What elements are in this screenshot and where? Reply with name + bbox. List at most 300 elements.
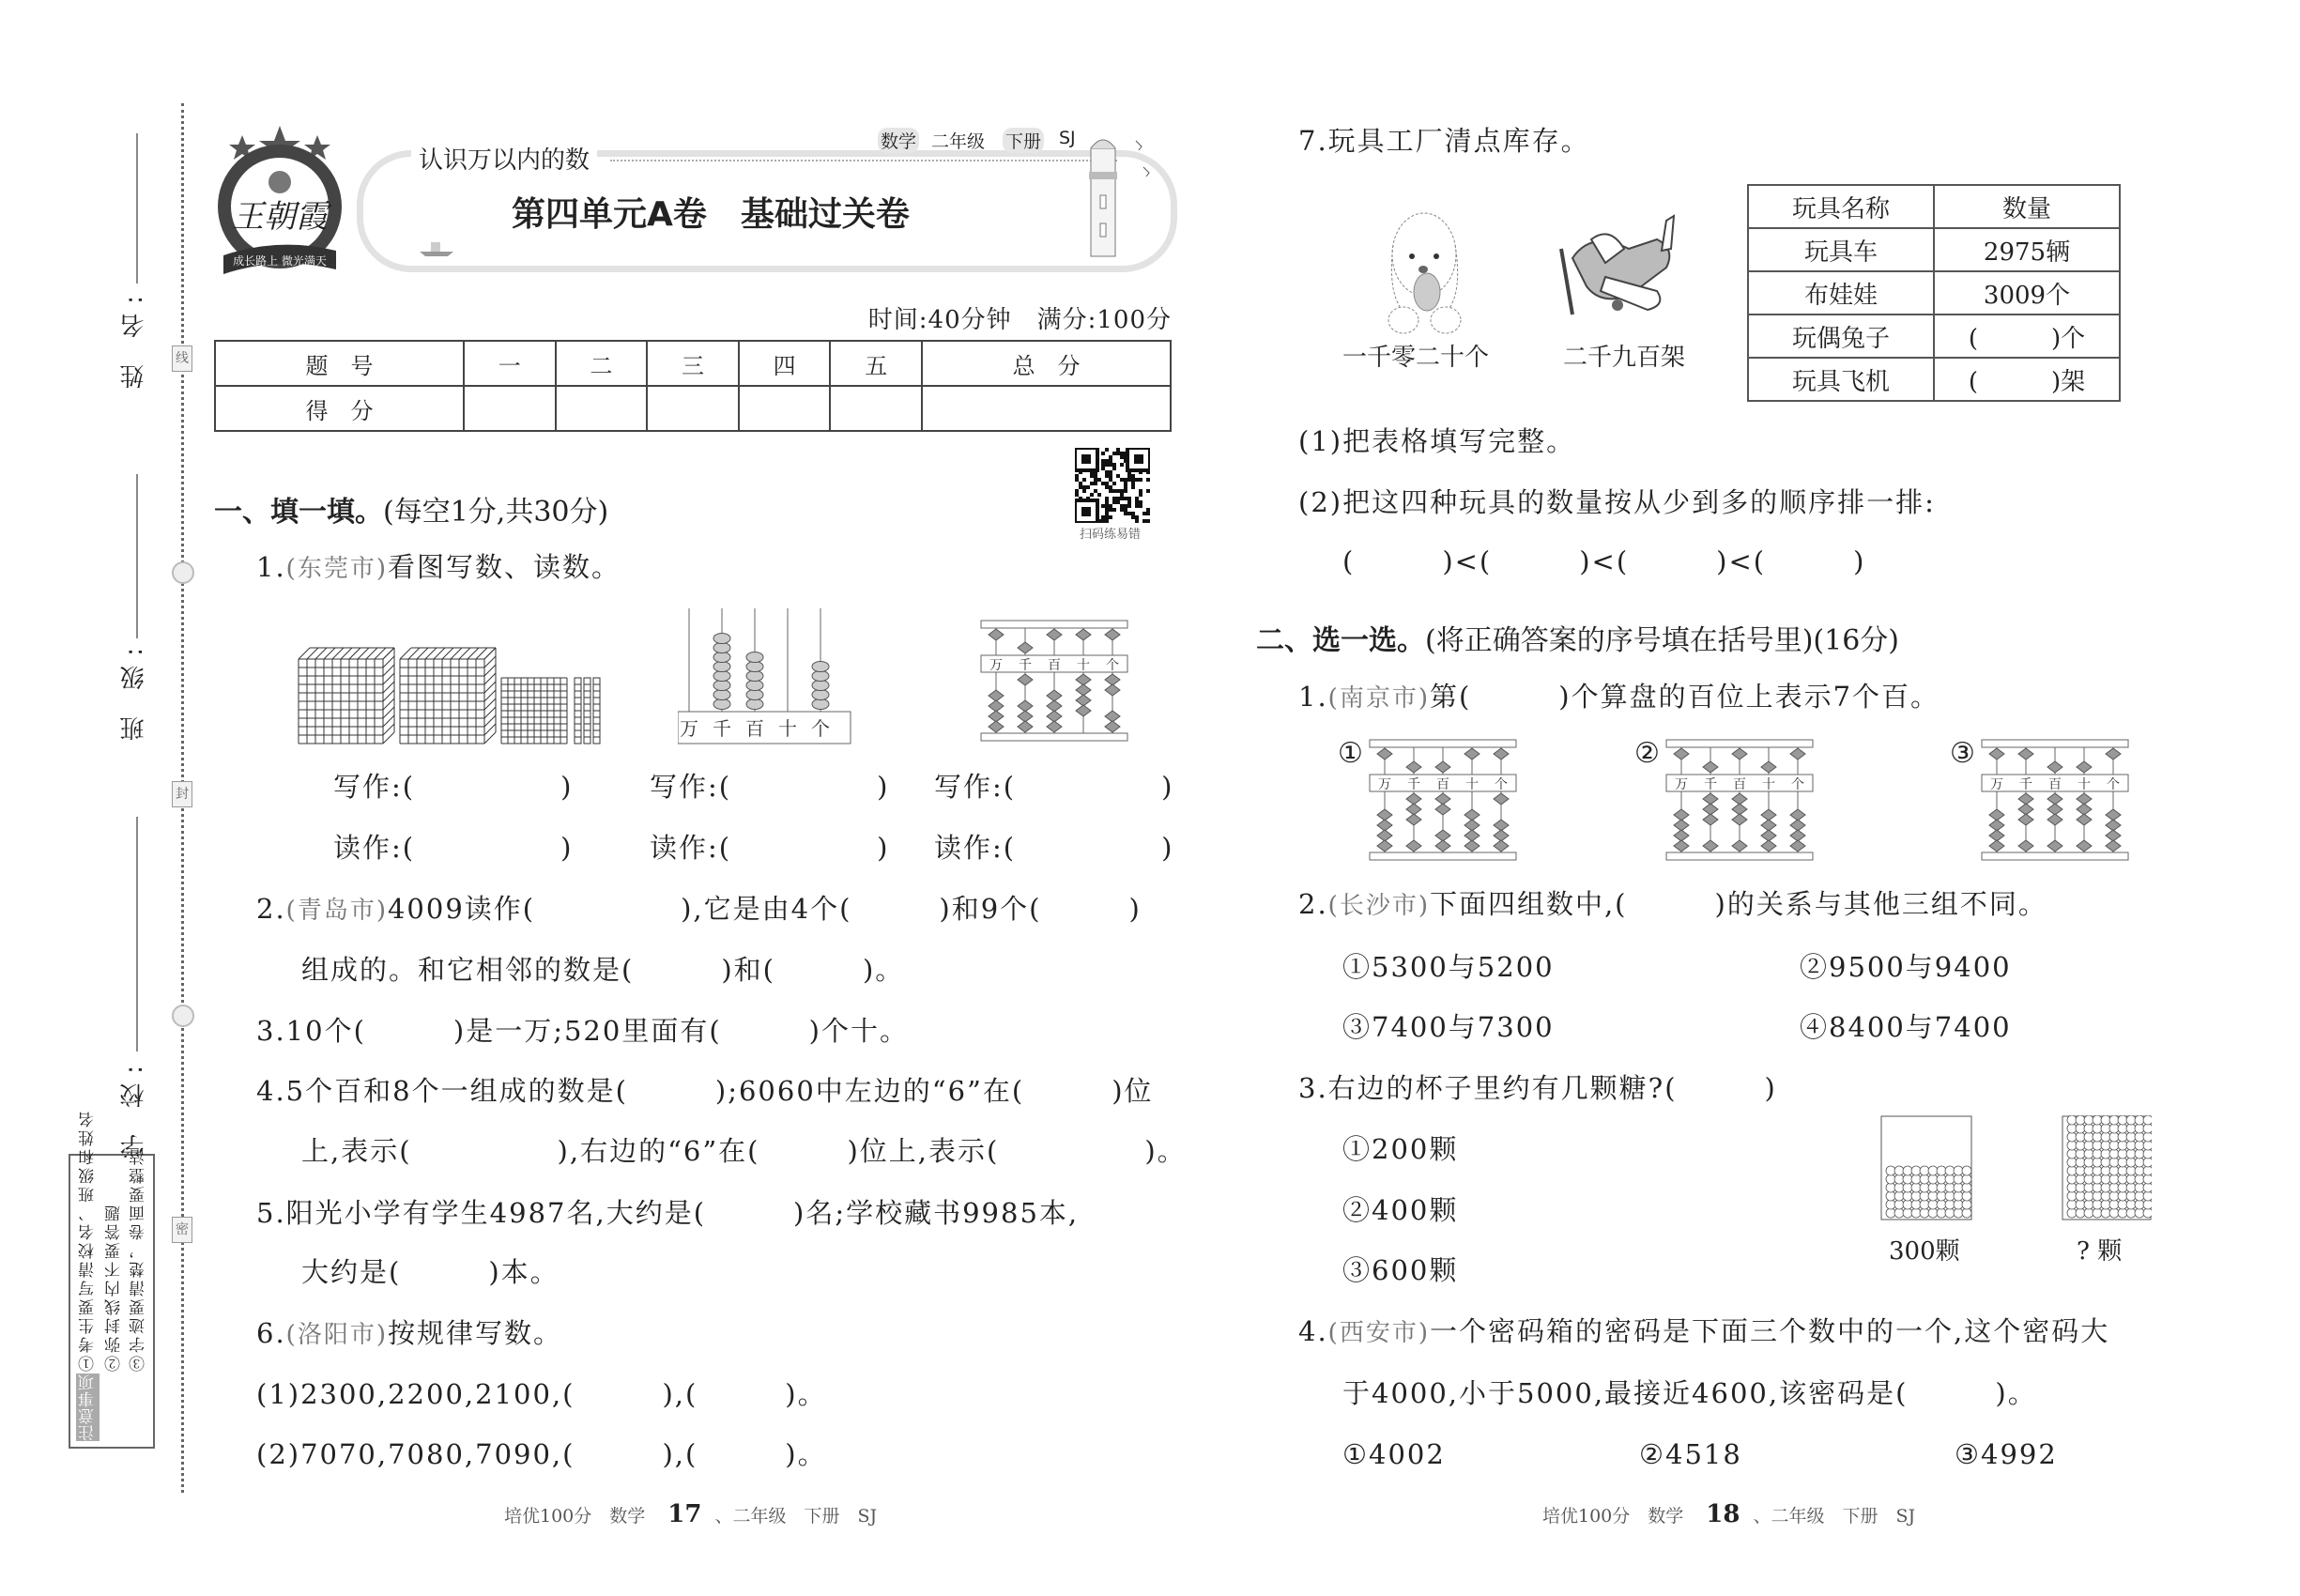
question-number: 3.	[256, 1015, 286, 1047]
candy	[1903, 1183, 1912, 1192]
question-7-part-1: (1)把表格填写完整。	[1298, 425, 1576, 457]
candy	[2101, 1132, 2110, 1142]
candy	[2101, 1191, 2110, 1201]
candy	[2084, 1124, 2093, 1133]
answer-read-3[interactable]: 读作:( )	[934, 832, 1174, 864]
qr-module	[1146, 508, 1150, 512]
abacus-bead	[1790, 820, 1805, 831]
answer-read-1[interactable]: 读作:( )	[333, 832, 574, 864]
question-number: 2.	[1298, 888, 1328, 920]
candy	[2101, 1200, 2110, 1209]
answer-write-3[interactable]: 写作:( )	[934, 771, 1174, 803]
qr-finder	[1081, 454, 1091, 464]
place-label: 十	[778, 717, 797, 740]
name-label: 姓 名:	[120, 286, 148, 390]
abacus-bead	[1989, 830, 2004, 841]
question-source: (长沙市)	[1327, 892, 1430, 920]
abacus-bead	[1406, 761, 1421, 773]
score-cell[interactable]	[647, 386, 739, 431]
abacus-bead	[1047, 690, 1062, 701]
place-label: 十	[2078, 777, 2091, 792]
candy	[1894, 1208, 1904, 1218]
qr-module	[1109, 455, 1112, 459]
abacus-bead	[1105, 629, 1120, 640]
question-text: 右边的杯子里约有几颗糖?( )	[1327, 1072, 1777, 1104]
question-source: (西安市)	[1327, 1319, 1430, 1347]
abacus-bead	[2018, 748, 2033, 760]
abacus-bead	[1105, 711, 1120, 722]
abacus-bead	[746, 690, 763, 700]
candy	[1903, 1200, 1912, 1209]
candy	[2084, 1158, 2093, 1167]
notes-box	[69, 1109, 155, 1449]
candy	[2093, 1183, 2102, 1192]
candy	[1928, 1200, 1938, 1209]
abacus-bead	[1790, 840, 1805, 852]
candy	[2076, 1166, 2085, 1175]
abacus-bead	[1047, 700, 1062, 712]
suanpan-abacus-figure	[1980, 739, 2130, 861]
abacus-bead	[1105, 684, 1120, 696]
order-answer-blanks[interactable]: ( )<( )<( )<( )	[1342, 545, 1866, 577]
seal-mark-secret: 密	[172, 1217, 192, 1243]
footer-left	[504, 1500, 877, 1528]
qr-module	[1090, 493, 1094, 497]
svg-text:王朝霞: 王朝霞	[232, 198, 328, 236]
abacus-bead	[713, 643, 730, 653]
score-table-score-row	[215, 386, 1171, 431]
bunny-toy-image	[1380, 207, 1469, 335]
qr-module	[1135, 515, 1139, 519]
svg-text:成长路上 微光满天: 成长路上 微光满天	[233, 254, 327, 268]
school-field[interactable]	[136, 817, 138, 1051]
qr-module	[1120, 478, 1124, 482]
abacus-bead	[713, 652, 730, 663]
abacus-bead	[1674, 820, 1689, 831]
candy	[2109, 1124, 2119, 1133]
option[interactable]: ③600颗	[1342, 1254, 1459, 1286]
question-text: 玩具工厂清点库存。	[1327, 125, 1590, 157]
qr-module	[1127, 512, 1131, 515]
banner-dotted-rule	[610, 160, 1117, 161]
candy	[2126, 1208, 2136, 1218]
candy	[2101, 1124, 2110, 1133]
qr-module	[1105, 482, 1109, 485]
abacus-bead	[1989, 840, 2004, 852]
qr-module	[1131, 478, 1135, 482]
candy	[1920, 1191, 1929, 1201]
score-cell[interactable]	[464, 386, 556, 431]
abacus-bead	[2106, 748, 2121, 760]
abacus-bead	[1076, 705, 1091, 716]
suanpan-abacus-figure	[1368, 739, 1518, 861]
question-number: 6.	[256, 1317, 286, 1349]
qr-module	[1101, 482, 1105, 485]
question-2	[256, 892, 1142, 928]
answer-write-1[interactable]: 写作:( )	[333, 771, 574, 803]
qr-module	[1109, 470, 1112, 474]
candy	[2076, 1208, 2085, 1218]
candy	[1937, 1208, 1946, 1218]
qr-module	[1139, 489, 1142, 493]
ten-rod	[584, 678, 590, 744]
toy-table-header-row	[1748, 185, 2120, 228]
candy	[1920, 1200, 1929, 1209]
option[interactable]: ③4992	[1955, 1438, 2058, 1470]
qr-module	[1127, 497, 1131, 500]
abacus-bead	[1377, 820, 1392, 831]
candy	[2126, 1174, 2136, 1184]
abacus-bead	[812, 671, 829, 682]
toy-quantity-blank[interactable]: ( )个	[1934, 315, 2120, 358]
qr-module	[1094, 478, 1097, 482]
qr-module	[1116, 474, 1120, 478]
score-header-cell: 二	[556, 341, 648, 386]
place-label: 个	[2107, 777, 2120, 792]
thousand-cube	[400, 648, 496, 744]
qr-module	[1101, 467, 1105, 470]
candy	[2084, 1115, 2093, 1125]
abacus-bead	[1790, 809, 1805, 821]
class-field[interactable]	[136, 474, 138, 638]
candy	[2101, 1158, 2110, 1167]
candy	[2101, 1174, 2110, 1184]
candy	[1928, 1166, 1938, 1175]
candy	[1903, 1166, 1912, 1175]
qr-module	[1075, 478, 1079, 482]
airplane-caption: 二千九百架	[1563, 344, 1686, 372]
candy	[1954, 1200, 1963, 1209]
qr-module	[1135, 504, 1139, 508]
abacus-bead	[1674, 809, 1689, 821]
qr-module	[1131, 515, 1135, 519]
qr-module	[1109, 459, 1112, 463]
qr-module	[1101, 504, 1105, 508]
candy	[2135, 1158, 2144, 1167]
abacus-bead	[746, 652, 763, 663]
abacus-bead	[1732, 840, 1747, 852]
score-header-cell: 五	[830, 341, 922, 386]
candy	[1962, 1174, 1971, 1184]
cup-label-300: 300颗	[1889, 1237, 1960, 1266]
candy	[2109, 1174, 2119, 1184]
abacus-bottom-bar	[1982, 852, 2128, 860]
abacus-bead	[746, 671, 763, 682]
candy	[2093, 1166, 2102, 1175]
candy	[2084, 1141, 2093, 1150]
option[interactable]: ①200颗	[1342, 1133, 1459, 1165]
abacus-top-bar	[1982, 740, 2128, 747]
option[interactable]: ①4002	[1342, 1438, 1446, 1470]
answer-read-2[interactable]: 读作:( )	[650, 832, 890, 864]
notes-title: 注意事项	[76, 1373, 100, 1441]
qr-module	[1131, 474, 1135, 478]
candy	[2076, 1183, 2085, 1192]
candy	[2067, 1132, 2077, 1142]
candy	[2109, 1115, 2119, 1125]
candy	[1894, 1166, 1904, 1175]
abacus-bead	[1435, 761, 1450, 773]
candy	[1928, 1208, 1938, 1218]
candy	[2093, 1191, 2102, 1201]
abacus-bead	[1076, 629, 1091, 640]
candy	[2118, 1149, 2127, 1159]
place-label: 十	[1077, 658, 1090, 673]
candy	[2126, 1200, 2136, 1209]
place-label: 千	[713, 717, 731, 740]
score-cell[interactable]	[556, 386, 648, 431]
candy	[2135, 1208, 2144, 1218]
abacus-bottom-bar	[1370, 852, 1516, 860]
candy	[2076, 1141, 2085, 1150]
footer-text: 培优100分 数学	[504, 1506, 646, 1527]
place-label: 千	[2019, 777, 2032, 792]
qr-module	[1124, 489, 1127, 493]
abacus-bead	[1761, 830, 1776, 841]
qr-module	[1124, 512, 1127, 515]
qr-module	[1105, 474, 1109, 478]
place-label: 百	[2048, 777, 2062, 792]
cup-label-unknown: ? 颗	[2077, 1237, 2123, 1266]
qr-module	[1082, 489, 1086, 493]
score-table	[214, 340, 1172, 432]
qr-module	[1146, 519, 1150, 523]
abacus-bead	[1732, 748, 1747, 760]
abacus-bead	[1703, 761, 1718, 773]
abacus-bead	[2106, 830, 2121, 841]
rod-abacus-figure	[678, 608, 856, 744]
abacus-bead	[2047, 804, 2062, 815]
candy	[2135, 1132, 2144, 1142]
abacus-bead	[1377, 748, 1392, 760]
qr-module	[1105, 470, 1109, 474]
qr-module	[1109, 504, 1112, 508]
candy	[1920, 1183, 1929, 1192]
qr-module	[1109, 463, 1112, 467]
option[interactable]: ②400颗	[1342, 1194, 1459, 1226]
qr-code-icon[interactable]	[1075, 448, 1150, 523]
option[interactable]: ②9500与9400	[1800, 951, 2012, 983]
candy	[2143, 1141, 2152, 1150]
place-label: 万	[989, 658, 1003, 673]
meta-subject: 数学	[878, 128, 919, 153]
qr-module	[1105, 512, 1109, 515]
table-row	[1748, 271, 2120, 315]
question-source: (青岛市)	[285, 897, 388, 925]
qr-module	[1124, 497, 1127, 500]
abacus-bead	[2077, 793, 2092, 805]
qr-module	[1120, 463, 1124, 467]
question-6-part-1: (1)2300,2200,2100,( ),( )。	[256, 1378, 827, 1410]
candy	[2101, 1183, 2110, 1192]
abacus-bead	[2077, 814, 2092, 825]
abacus-bead	[1435, 804, 1450, 815]
qr-module	[1109, 489, 1112, 493]
qr-module	[1120, 504, 1124, 508]
candy	[2101, 1208, 2110, 1218]
qr-module	[1112, 463, 1116, 467]
qr-module	[1112, 500, 1116, 504]
qr-module	[1139, 504, 1142, 508]
qr-module	[1120, 489, 1124, 493]
abacus-bead	[1076, 695, 1091, 706]
table-row	[1748, 315, 2120, 358]
section-2-title: 二、选一选。	[1256, 624, 1425, 657]
candy	[1962, 1208, 1971, 1218]
candy	[1928, 1191, 1938, 1201]
abacus-bead	[1018, 700, 1033, 712]
option-label: ③	[1950, 737, 1975, 770]
candy	[1945, 1208, 1955, 1218]
question-text: 4009读作( ),它是由4个( )和9个( )	[387, 893, 1142, 925]
candy	[1962, 1166, 1971, 1175]
question-text: 阳光小学有学生4987名,大约是( )名;学校藏书9985本,	[285, 1197, 1080, 1229]
candy	[2067, 1166, 2077, 1175]
mc-question-1	[1298, 680, 1940, 715]
qr-module	[1105, 459, 1109, 463]
candy	[2118, 1191, 2127, 1201]
candy	[1911, 1191, 1921, 1201]
section-2-heading	[1256, 617, 1899, 658]
option[interactable]: ①5300与5200	[1342, 951, 1555, 983]
candy	[1903, 1208, 1912, 1218]
abacus-bead	[1732, 814, 1747, 825]
abacus-bead	[2018, 840, 2033, 852]
qr-module	[1135, 478, 1139, 482]
candy	[2093, 1158, 2102, 1167]
abacus-bead	[2047, 793, 2062, 805]
qr-module	[1112, 497, 1116, 500]
abacus-bead	[2018, 804, 2033, 815]
candy	[2118, 1132, 2127, 1142]
abacus-bead	[1406, 793, 1421, 805]
candy	[2135, 1166, 2144, 1175]
abacus-bead	[989, 700, 1004, 712]
abacus-bead	[989, 711, 1004, 722]
score-header-cell: 四	[739, 341, 831, 386]
candy	[2135, 1200, 2144, 1209]
qr-module	[1105, 519, 1109, 523]
abacus-bead	[746, 681, 763, 691]
score-cell[interactable]	[739, 386, 831, 431]
mc-question-3	[1298, 1071, 1777, 1105]
abacus-bead	[1076, 684, 1091, 696]
option-label: ①	[1338, 737, 1363, 770]
page-title: 第四单元A卷 基础过关卷	[512, 195, 910, 234]
candy	[1945, 1183, 1955, 1192]
place-label: 十	[1762, 777, 1775, 792]
qr-module	[1139, 500, 1142, 504]
qr-module	[1105, 515, 1109, 519]
qr-module	[1135, 497, 1139, 500]
toy-inventory-table	[1747, 184, 2121, 402]
qr-module	[1075, 493, 1079, 497]
toy-table-header-quantity: 数量	[1934, 185, 2120, 228]
abacus-bead	[1989, 748, 2004, 760]
abacus-bead	[713, 662, 730, 672]
footer-text: 培优100分 数学	[1542, 1506, 1684, 1527]
candy	[2143, 1166, 2152, 1175]
place-label: 个	[1791, 777, 1804, 792]
score-cell[interactable]	[922, 386, 1171, 431]
note-item: ②弥封线内不要答题	[105, 1203, 124, 1372]
toy-name: 布娃娃	[1748, 271, 1934, 315]
qr-module	[1116, 448, 1120, 452]
candy	[2143, 1208, 2152, 1218]
qr-module	[1079, 482, 1082, 485]
abacus-bead	[2018, 793, 2033, 805]
qr-module	[1112, 467, 1116, 470]
candy	[2101, 1141, 2110, 1150]
qr-module	[1124, 485, 1127, 489]
suanpan-abacus-figure	[979, 620, 1129, 742]
qr-module	[1109, 474, 1112, 478]
abacus-bead	[1703, 804, 1718, 815]
qr-module	[1101, 459, 1105, 463]
score-cell[interactable]	[830, 386, 922, 431]
candy	[2076, 1124, 2085, 1133]
candy	[1937, 1200, 1946, 1209]
abacus-bead	[746, 662, 763, 672]
abacus-bead	[989, 629, 1004, 640]
qr-module	[1127, 478, 1131, 482]
bunny-caption: 一千零二十个	[1342, 344, 1490, 372]
candy	[2084, 1200, 2093, 1209]
toy-quantity-blank[interactable]: ( )架	[1934, 358, 2120, 401]
name-field[interactable]	[136, 133, 138, 284]
option[interactable]: ④8400与7400	[1800, 1011, 2012, 1043]
candy	[2126, 1141, 2136, 1150]
candy-cup-full-image	[2062, 1115, 2152, 1220]
qr-module	[1116, 497, 1120, 500]
toy-quantity: 2975辆	[1934, 228, 2120, 271]
candy	[2067, 1158, 2077, 1167]
candy	[2143, 1191, 2152, 1201]
abacus-bead	[1076, 674, 1091, 685]
candy	[2135, 1115, 2144, 1125]
candy	[2135, 1124, 2144, 1133]
abacus-bottom-bar	[1666, 852, 1813, 860]
question-number: 4.	[1298, 1315, 1328, 1347]
toy-name: 玩具车	[1748, 228, 1934, 271]
candy	[1937, 1191, 1946, 1201]
qr-module	[1127, 474, 1131, 478]
abacus-bead	[1674, 748, 1689, 760]
option[interactable]: ③7400与7300	[1342, 1011, 1555, 1043]
abacus-bead	[2047, 814, 2062, 825]
abacus-bead	[713, 681, 730, 691]
option-label: ②	[1634, 737, 1660, 770]
candy	[1886, 1208, 1895, 1218]
place-label: 万	[1990, 777, 2003, 792]
answer-write-2[interactable]: 写作:( )	[650, 771, 890, 803]
abacus-bead	[713, 634, 730, 644]
question-text: 一个密码箱的密码是下面三个数中的一个,这个密码大	[1429, 1315, 2110, 1347]
question-number: 5.	[256, 1197, 286, 1229]
section-1-note: (每空1分,共30分)	[383, 496, 609, 529]
abacus-bead	[1018, 721, 1033, 732]
candy	[2084, 1208, 2093, 1218]
toy-name: 玩偶兔子	[1748, 315, 1934, 358]
toy-name: 玩具飞机	[1748, 358, 1934, 401]
candy	[2101, 1115, 2110, 1125]
option[interactable]: ②4518	[1639, 1438, 1742, 1470]
abacus-bead	[1674, 830, 1689, 841]
abacus-top-bar	[1666, 740, 1813, 747]
qr-module	[1097, 478, 1101, 482]
candy	[1920, 1208, 1929, 1218]
qr-module	[1124, 508, 1127, 512]
